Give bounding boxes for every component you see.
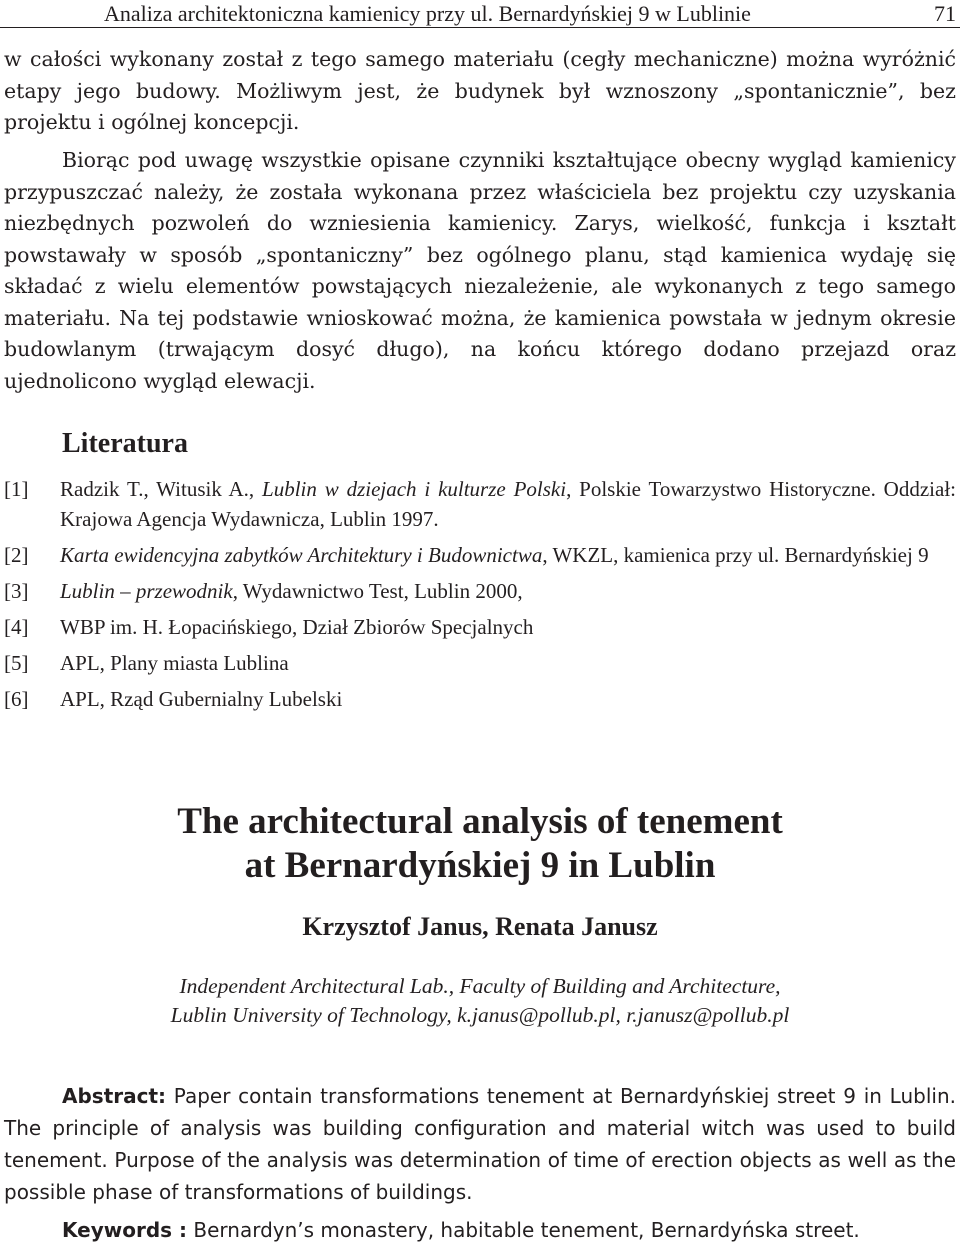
reference-number: [5] xyxy=(4,651,29,675)
english-title xyxy=(0,800,960,888)
reference-item xyxy=(4,540,956,570)
reference-text: Radzik T., Witusik A., xyxy=(60,477,263,501)
reference-item xyxy=(4,648,956,678)
reference-number: [6] xyxy=(4,687,29,711)
reference-list xyxy=(4,474,956,720)
reference-number: [1] xyxy=(4,477,29,501)
abstract xyxy=(4,1080,956,1208)
english-title-line-1: The architectural analysis of tenement xyxy=(177,801,783,842)
affiliation-line-2: Lublin University of Technology, k.janus@pollub.pl, r.janusz@pollub.pl xyxy=(170,1003,790,1027)
reference-number: [4] xyxy=(4,615,29,639)
reference-item xyxy=(4,474,956,534)
reference-text: APL, Rząd Gubernialny Lubelski xyxy=(60,687,343,711)
reference-item xyxy=(4,684,956,714)
running-header xyxy=(0,0,960,28)
abstract-label: Abstract: xyxy=(62,1084,167,1108)
body-paragraph-1: w całości wykonany został z tego samego materiału (cegły mechaniczne) można wyróżnić etapy jego budowy. Możliwym jest, że budynek był wznoszony „spontanicznie”, bez projektu i ogólnej koncepcji. xyxy=(4,47,956,134)
keywords-text: Bernardyn’s monastery, habitable tenement, Bernardyńska street. xyxy=(187,1218,860,1242)
affiliation-line-1: Independent Architectural Lab., Faculty of Building and Architecture, xyxy=(179,974,781,998)
reference-number: [2] xyxy=(4,543,29,567)
keywords xyxy=(4,1214,956,1246)
running-title: Analiza architektoniczna kamienicy przy ul. Bernardyńskiej 9 w Lublinie xyxy=(104,1,751,26)
english-title-line-2: at Bernardyńskiej 9 in Lublin xyxy=(244,845,716,886)
reference-title: Karta ewidencyjna zabytków Architektury i Budownictwa xyxy=(60,543,543,567)
reference-text: , Polskie Towarzystwo Historyczne. Oddział: Krajowa Agencja Wydawnicza, Lublin 1997. xyxy=(60,477,956,531)
reference-text: , Wydawnictwo Test, Lublin 2000, xyxy=(232,579,523,603)
abstract-text: Paper contain transformations tenement at Bernardyńskiej street 9 in Lublin. The principle of analysis was building configuration and material witch was used to build tenement. Purpose of the analysis was determination of time of erection objects as well as the possible phase of transformations of buildings. xyxy=(4,1084,956,1204)
body-paragraph-2: Biorąc pod uwagę wszystkie opisane czynniki kształtujące obecny wygląd kamienicy przypuszczać należy, że została wykonana przez właściciela bez projektu czy uzyskania niezbędnych pozwoleń do wzniesienia kamienicy. Zarys, wielkość, funkcja i kształt powstawały w sposób „spontaniczny” bez ogólnego planu, stąd kamienica wydaję się składać z wielu elementów powstających niezależenie, ale wykonanych z tego samego materiału. Na tej podstawie wnioskować można, że kamienica powstała w jednym okresie budowlanym (trwającym dosyć długo), na końcu którego dodano przejazd oraz ujednolicono wygląd elewacji. xyxy=(4,148,956,393)
authors: Krzysztof Janus, Renata Janusz xyxy=(302,912,658,941)
reference-text: WBP im. H. Łopacińskiego, Dział Zbiorów Specjalnych xyxy=(60,615,534,639)
reference-text: APL, Plany miasta Lublina xyxy=(60,651,289,675)
reference-text: , WKZL, kamienica przy ul. Bernardyńskiej 9 xyxy=(542,543,929,567)
reference-title: Lublin – przewodnik xyxy=(60,579,233,603)
page-number: 71 xyxy=(934,1,956,26)
reference-item xyxy=(4,576,956,606)
reference-item xyxy=(4,612,956,642)
reference-title: Lublin w dziejach i kulturze Polski xyxy=(262,477,567,501)
affiliation xyxy=(0,972,960,1030)
reference-number: [3] xyxy=(4,579,29,603)
literature-heading: Literatura xyxy=(62,428,188,459)
keywords-label: Keywords : xyxy=(62,1218,188,1242)
